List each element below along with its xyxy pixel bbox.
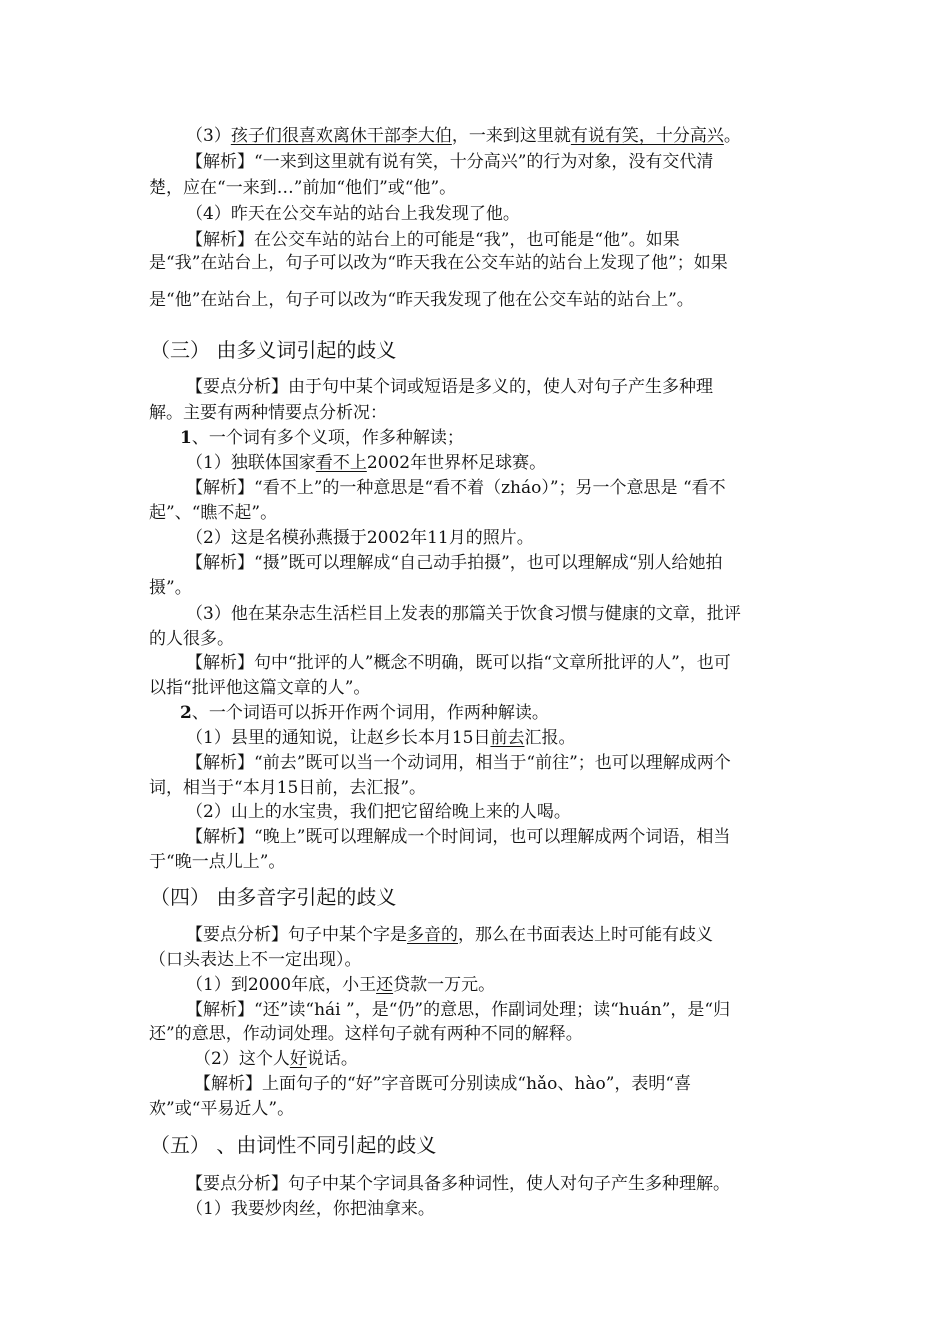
key-point-analysis: 解。主要有两种情要点分析况： (149, 403, 387, 423)
section-heading-4: （四） 由多音字引起的歧义 (150, 885, 397, 909)
example-sentence: （2）山上的水宝贵，我们把它留给晚上来的人喝。 (186, 802, 571, 822)
analysis-line: 【解析】“看不上”的一种意思是“看不着（zháo）”；另一个意思是 “看不 (186, 478, 726, 498)
example-sentence (186, 727, 575, 749)
analysis-line: 【解析】上面句子的“好”字音既可分别读成“hǎo、hào”，表明“喜 (194, 1074, 692, 1094)
example-sentence-4: （4）昨天在公交车站的站台上我发现了他。 (186, 204, 520, 224)
example-sentence (194, 1048, 358, 1070)
example-sentence: （2）这是名模孙燕摄于2002年11月的照片。 (186, 528, 534, 548)
analysis-line: 起”、“瞧不起”。 (149, 503, 278, 523)
sentence-text: ，一来到这里就 (451, 126, 571, 146)
underlined-phrase: 前去 (490, 728, 525, 748)
subpoint-heading-1 (180, 427, 464, 449)
analysis-line: 【解析】“还”读“hái ”，是“仍”的意思，作副词处理；读“huán”，是“归 (186, 1000, 731, 1020)
analysis-line: 是“我”在站台上，句子可以改为“昨天我在公交车站的站台上发现了他”；如果 (149, 253, 728, 273)
analysis-line: 【解析】在公交车站的站台上的可能是“我”，也可能是“他”。如果 (186, 230, 680, 250)
example-number: （3） (186, 126, 231, 146)
example-sentence: （1）我要炒肉丝，你把油拿来。 (186, 1199, 435, 1219)
analysis-line: 是“他”在站台上，句子可以改为“昨天我发现了他在公交车站的站台上”。 (149, 290, 694, 310)
subpoint-number: 2 (180, 703, 192, 723)
section-heading-3: （三） 由多义词引起的歧义 (150, 338, 397, 362)
example-sentence-3 (186, 125, 741, 147)
analysis-line: 【解析】“一来到这里就有说有笑，十分高兴”的行为对象，没有交代清 (186, 152, 714, 172)
sentence-text: 说话。 (306, 1049, 358, 1069)
analysis-line: 词，相当于“本月15日前，去汇报”。 (149, 778, 427, 798)
sentence-text: 贷款一万元。 (393, 975, 496, 995)
sentence-text: 。 (723, 126, 741, 146)
sentence-text: （1）到2000年底，小王 (186, 975, 377, 995)
sentence-text: 【要点分析】句子中某个字是 (186, 925, 407, 945)
underlined-phrase: 多音的 (407, 925, 458, 945)
sentence-text: （1）县里的通知说，让赵乡长本月15日 (186, 728, 491, 748)
analysis-line: 摄”。 (149, 578, 192, 598)
sentence-text: （1）独联体国家 (186, 453, 316, 473)
underlined-phrase: 有说有笑，十分高兴 (570, 126, 724, 146)
example-sentence (186, 452, 546, 474)
analysis-line: 【解析】“摄”既可以理解成“自己动手拍摄”，也可以理解成“别人给她拍 (186, 553, 723, 573)
key-point-analysis: （口头表达上不一定出现）。 (149, 950, 362, 970)
sentence-text: （2）这个人 (194, 1049, 290, 1069)
analysis-line: 于“晚一点儿上”。 (149, 852, 286, 872)
example-sentence (186, 974, 495, 996)
example-sentence: 的人很多。 (149, 629, 234, 649)
underlined-phrase: 还 (376, 975, 394, 995)
key-point-analysis (186, 924, 713, 946)
analysis-line: 以指“批评他这篇文章的人”。 (149, 678, 371, 698)
analysis-line: 【解析】“晚上”既可以理解成一个时间词，也可以理解成两个词语，相当 (186, 827, 731, 847)
sentence-text: 2002年世界杯足球赛。 (366, 453, 547, 473)
underlined-phrase: 看不上 (315, 453, 367, 473)
analysis-line: 还”的意思，作动词处理。这样句子就有两种不同的解释。 (149, 1024, 583, 1044)
key-point-analysis: 【要点分析】由于句中某个词或短语是多义的，使人对句子产生多种理 (186, 377, 713, 397)
analysis-line: 欢”或“平易近人”。 (149, 1099, 295, 1119)
analysis-line: 楚，应在“一来到…”前加“他们”或“他”。 (149, 178, 457, 198)
subpoint-heading-2 (180, 702, 549, 724)
analysis-line: 【解析】句中“批评的人”概念不明确，既可以指“文章所批评的人”，也可 (186, 653, 731, 673)
key-point-analysis: 【要点分析】句子中某个字词具备多种词性，使人对句子产生多种理解。 (186, 1174, 730, 1194)
analysis-line: 【解析】“前去”既可以当一个动词用，相当于“前往”；也可以理解成两个 (186, 753, 731, 773)
example-sentence: （3）他在某杂志生活栏目上发表的那篇关于饮食习惯与健康的文章，批评 (186, 604, 741, 624)
subpoint-number: 1 (180, 428, 192, 448)
sentence-text: ，那么在书面表达上时可能有歧义 (458, 925, 713, 945)
section-heading-5: （五） 、由词性不同引起的歧义 (150, 1133, 437, 1157)
subpoint-text: 、一个词有多个义项，作多种解读； (191, 428, 464, 448)
underlined-phrase: 好 (289, 1049, 307, 1069)
underlined-phrase: 孩子们很喜欢离休干部李大伯 (230, 126, 452, 146)
sentence-text: 汇报。 (524, 728, 576, 748)
subpoint-text: 、一个词语可以拆开作两个词用，作两种解读。 (191, 703, 549, 723)
